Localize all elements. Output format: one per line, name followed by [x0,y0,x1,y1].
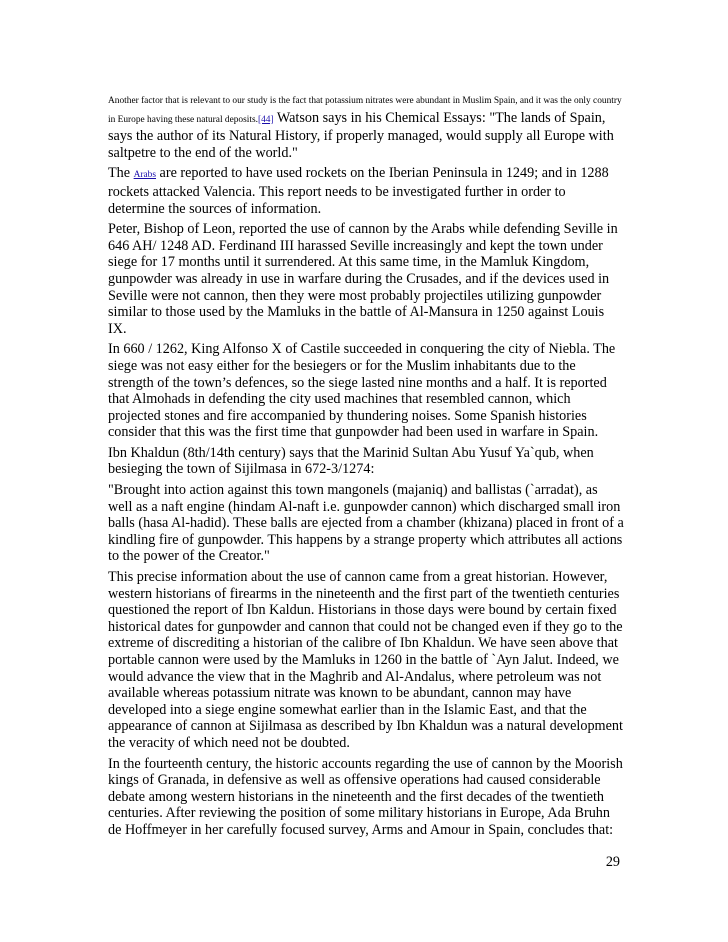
arabs-link[interactable]: Arabs [133,170,156,181]
paragraph-seville: Peter, Bishop of Leon, reported the use of cannon by the Arabs while defending Seville in 646 AH/ 1248 AD. Ferdinand III harassed Seville increasingly and kept the town under siege for 17 months until it surrendered. At this same time, in the Mamluk Kingdom, gunpowder was already in use in warfare during the Crusades, and if the devices used in Seville were not cannon, then they were most probably projectiles utilizing gunpowder similar to those used by the Mamluks in the battle of Al-Mansura in 1250 against Louis IX. [108,221,618,337]
paragraph-saltpetre-text: Watson says in his Chemical Essays: "The lands of Spain, says the author of its Natural History, if properly managed, would supply all Europe with saltpetre to the end of the world." [108,109,614,161]
paragraph-rockets-pre: The [108,165,134,182]
paragraph-rockets-post: are reported to have used rockets on the Iberian Peninsula in 1249; and in 1288 rockets attacked Valencia. This report needs to be investigated further in order to determine the sources of information. [108,165,609,217]
paragraph-ibn-khaldun: Ibn Khaldun (8th/14th century) says that the Marinid Sultan Abu Yusuf Ya`qub, when besieging the town of Sijilmasa in 672-3/1274: [108,444,594,478]
quote-sijilmasa: "Brought into action against this town mangonels (majaniq) and ballistas (`arradat), as well as a naft engine (hindam Al-naft i.e. gunpowder cannon) which discharged small iron balls (hasa Al-hadid). These balls are ejected from a chamber (khizana) placed in front of a kindling fire of gunpowder. This happens by a strange property which attributes all actions to the power of the Creator." [108,482,624,565]
paragraph-historians: This precise information about the use of cannon came from a great historian. However, western historians of firearms in the nineteenth and the first part of the twentieth centuries questioned the report of Ibn Kaldun. Historians in those days were bound by certain fixed historical dates for gunpowder and cannon that could not be changed even if they go to the extreme of discrediting a historian of the calibre of Ibn Khaldun. We have seen above that portable cannon were used by the Mamluks in 1260 in the battle of `Ayn Jalut. Indeed, we would advance the view that in the Maghrib and Al-Andalus, where petroleum was not available whereas potassium nitrate was known to be abundant, cannon may have developed into a siege engine somewhat earlier than in the Islamic East, and that the appearance of cannon at Sijilmasa as described by Ibn Khaldun was a natural development the veracity of which need not be doubted. [108,569,623,751]
paragraph-niebla: In 660 / 1262, King Alfonso X of Castile succeeded in conquering the city of Niebla. The siege was not easy either for the besiegers or for the Muslim inhabitants due to the strength of the town’s defences, so the siege lasted nine months and a half. It is reported that Almohads in defending the city used machines that resembled cannon, which projected stones and fire accompanied by thundering noises. Some Spanish histories consider that this was the first time that gunpowder had been used in warfare in Spain. [108,341,616,441]
document-page [108,91,624,843]
paragraph-rockets [108,165,624,217]
paragraph-granada: In the fourteenth century, the historic accounts regarding the use of cannon by the Moorish kings of Granada, in defensive as well as offensive operations had caused considerable debate among western historians in the nineteenth and the first decades of the twentieth centuries. After reviewing the position of some military historians in Europe, Ada Bruhn de Hoffmeyer in her carefully focused survey, Arms and Amour in Spain, concludes that: [108,755,623,838]
paragraph-saltpetre [108,91,624,161]
paragraph-saltpetre-small-text: Another factor that is relevant to our study is the fact that potassium nitrates were abundant in Muslim Spain, and it was the only country in Europe having these natural deposits. [108,96,622,125]
footnote-link-44[interactable]: [44] [257,114,274,125]
page-number: 29 [605,854,620,870]
